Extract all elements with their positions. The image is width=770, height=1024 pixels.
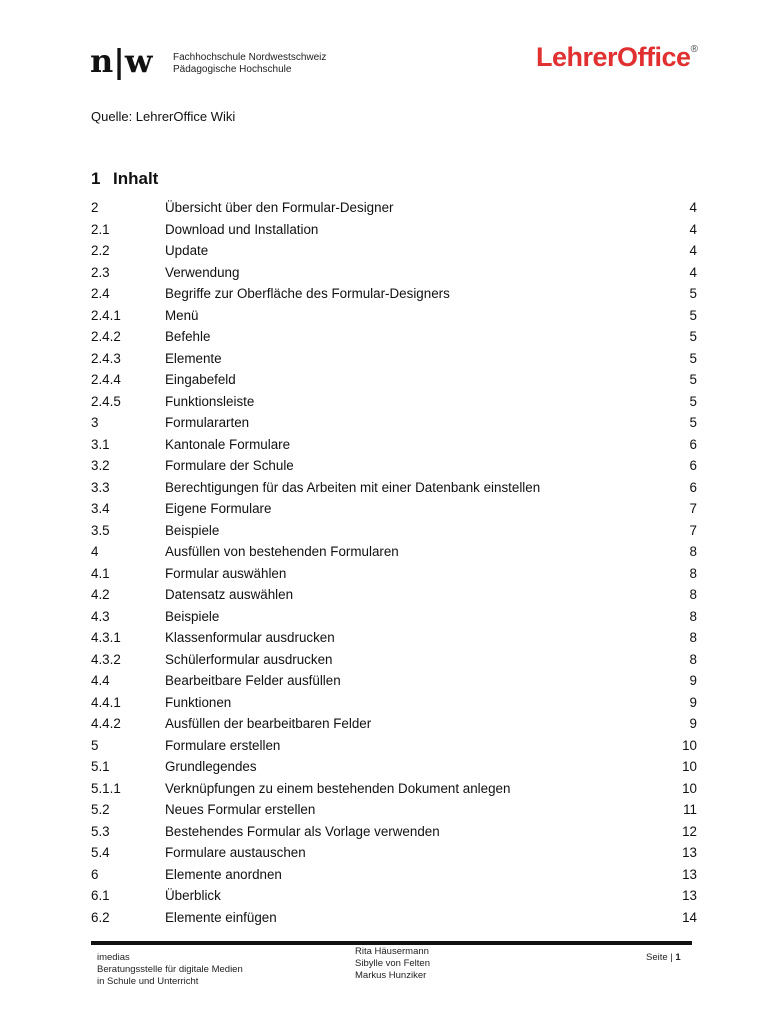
toc-entry[interactable] [91,541,697,563]
toc-entry-page: 10 [682,737,697,753]
toc-entry-title: Begriffe zur Oberfläche des Formular-Designers [165,286,450,301]
footer-page-number [646,952,681,964]
toc-entry-page: 8 [689,630,697,645]
institution-line-1: Fachhochschule Nordwestschweiz [173,52,327,63]
toc-entry[interactable] [91,627,697,649]
toc-entry-number: 2.3 [91,264,110,280]
toc-entry[interactable] [91,369,697,391]
toc-entry-page: 10 [682,759,697,774]
toc-entry-page: 6 [689,458,697,473]
toc-entry[interactable] [91,455,697,477]
lehreroffice-logo-text: LehrerOffice [536,42,691,72]
toc-entry-page: 8 [689,587,697,602]
toc-entry-title: Beispiele [165,522,220,538]
toc-entry-number: 5 [91,737,99,753]
toc-entry[interactable] [91,907,697,929]
page-header [0,0,770,100]
toc-entry-page: 13 [682,845,697,860]
footer-organization [97,952,243,988]
toc-entry-title: Klassenformular ausdrucken [165,630,335,645]
toc-entry-title: Bearbeitbare Felder ausfüllen [165,673,341,688]
toc-entry[interactable] [91,756,697,778]
toc-entry[interactable] [91,326,697,348]
toc-entry-title: Formulararten [165,415,250,430]
toc-entry-page: 7 [689,522,697,538]
toc-entry-page: 8 [689,608,697,624]
toc-entry-number: 6 [91,866,99,882]
toc-entry-title: Neues Formular erstellen [165,802,316,817]
footer-author: Sibylle von Felten [355,958,430,969]
toc-entry[interactable] [91,283,697,305]
toc-entry-page: 13 [682,866,697,882]
toc-entry-number: 4.4.1 [91,694,121,710]
toc-entry-number: 4 [91,544,99,559]
toc-heading-title: Inhalt [113,169,159,188]
toc-entry-number: 5.2 [91,802,110,817]
toc-entry-number: 4.2 [91,587,110,602]
toc-entry-title: Formulare der Schule [165,458,294,473]
toc-entry-page: 13 [682,888,697,903]
toc-entry-page: 6 [689,479,697,495]
footer-org-line: Beratungsstelle für digitale Medien [97,964,243,975]
toc-entry[interactable] [91,864,697,886]
toc-entry-number: 3.5 [91,522,110,538]
toc-entry-number: 2 [91,200,99,215]
toc-entry-page: 5 [689,415,697,430]
toc-entry[interactable] [91,735,697,757]
toc-entry-number: 6.2 [91,909,110,925]
toc-entry[interactable] [91,434,697,456]
toc-heading [91,169,158,189]
toc-entry-title: Schülerformular ausdrucken [165,651,333,667]
toc-entry-number: 2.4.4 [91,372,121,387]
toc-entry-title: Eingabefeld [165,372,236,387]
toc-entry-page: 6 [689,436,697,452]
toc-entry[interactable] [91,842,697,864]
toc-entry-page: 5 [689,329,697,344]
toc-entry-title: Formulare austauschen [165,845,306,860]
source-line: Quelle: LehrerOffice Wiki [91,109,236,124]
toc-entry[interactable] [91,563,697,585]
footer-org-line: in Schule und Unterricht [97,976,199,987]
toc-entry-page: 5 [689,350,697,366]
toc-entry-page: 5 [689,307,697,323]
toc-entry-number: 3.3 [91,479,110,495]
toc-entry-title: Menü [165,307,199,323]
toc-entry-number: 4.4.2 [91,716,121,731]
toc-entry-number: 2.4 [91,286,110,301]
toc-entry-number: 5.4 [91,845,110,860]
toc-entry[interactable] [91,670,697,692]
toc-entry-number: 3 [91,415,99,430]
toc-entry-title: Grundlegendes [165,759,257,774]
toc-entry-number: 2.4.1 [91,307,121,323]
toc-entry[interactable] [91,262,697,284]
toc-entry-title: Berechtigungen für das Arbeiten mit einer Datenbank einstellen [165,479,541,495]
toc-entry-number: 3.4 [91,501,110,516]
toc-entry-title: Bestehendes Formular als Vorlage verwenden [165,823,440,839]
toc-entry-number: 4.4 [91,673,110,688]
toc-entry-page: 4 [689,221,697,237]
toc-entry-title: Überblick [165,888,221,903]
toc-entry-title: Eigene Formulare [165,501,272,516]
toc-entry-number: 4.1 [91,565,110,581]
toc-entry-page: 8 [689,565,697,581]
toc-entry-page: 4 [689,200,697,215]
toc-entry[interactable] [91,412,697,434]
nw-logo-text: n|w [90,42,153,80]
toc-entry-page: 9 [689,716,697,731]
toc-entry-title: Update [165,243,209,258]
toc-entry-page: 7 [689,501,697,516]
toc-entry-title: Funktionen [165,694,232,710]
toc-entry[interactable] [91,498,697,520]
footer-org-line: imedias [97,952,130,963]
toc-entry[interactable] [91,606,697,628]
toc-entry-number: 5.3 [91,823,110,839]
page-number: 1 [675,952,681,963]
nw-logo [90,42,170,80]
toc-entry-title: Ausfüllen von bestehenden Formularen [165,544,399,559]
toc-entry-title: Verknüpfungen zu einem bestehenden Dokument anlegen [165,780,511,796]
toc-entry[interactable] [91,305,697,327]
toc-entry-title: Datensatz auswählen [165,587,294,602]
toc-entry-title: Funktionsleiste [165,393,255,409]
institution-name [173,52,326,76]
footer-author: Rita Häusermann [355,946,429,957]
toc-entry-page: 4 [689,243,697,258]
toc-entry[interactable] [91,240,697,262]
footer-divider [91,941,692,945]
toc-entry-number: 2.1 [91,221,110,237]
footer-author: Markus Hunziker [355,970,427,981]
toc-entry-number: 5.1.1 [91,780,121,796]
toc-entry[interactable] [91,778,697,800]
toc-entry-page: 5 [689,286,697,301]
toc-entry[interactable] [91,649,697,671]
toc-entry-title: Elemente einfügen [165,909,277,925]
toc-entry-page: 8 [689,544,697,559]
toc-entry-title: Beispiele [165,608,220,624]
toc-entry-page: 12 [682,823,697,839]
institution-line-2: Pädagogische Hochschule [173,64,292,75]
toc-entry-number: 2.4.2 [91,329,121,344]
toc-entry-number: 6.1 [91,888,110,903]
table-of-contents [91,197,697,928]
toc-entry-number: 2.4.5 [91,393,121,409]
toc-entry-number: 4.3.2 [91,651,121,667]
toc-entry[interactable] [91,799,697,821]
toc-entry[interactable] [91,219,697,241]
toc-entry-number: 3.2 [91,458,110,473]
toc-entry-page: 4 [689,264,697,280]
footer-authors [355,946,430,982]
toc-entry-page: 10 [682,780,697,796]
toc-entry-title: Elemente anordnen [165,866,282,882]
toc-entry[interactable] [91,197,697,219]
toc-entry[interactable] [91,348,697,370]
lehreroffice-logo [536,42,697,73]
toc-entry-title: Ausfüllen der bearbeitbaren Felder [165,716,372,731]
toc-entry-page: 9 [689,694,697,710]
registered-mark: ® [690,44,698,55]
toc-entry[interactable] [91,885,697,907]
page-label: Seite | [646,952,676,963]
toc-entry[interactable] [91,520,697,542]
toc-entry-number: 2.2 [91,243,110,258]
toc-entry-title: Formulare erstellen [165,737,281,753]
toc-entry-number: 3.1 [91,436,110,452]
toc-entry-page: 11 [683,802,697,817]
toc-entry-number: 5.1 [91,759,110,774]
toc-entry-page: 9 [689,673,697,688]
toc-entry-page: 8 [689,651,697,667]
toc-entry-title: Verwendung [165,264,240,280]
toc-entry-title: Übersicht über den Formular-Designer [165,200,394,215]
toc-entry-title: Formular auswählen [165,565,287,581]
toc-entry[interactable] [91,692,697,714]
toc-entry-title: Download und Installation [165,221,319,237]
toc-entry-number: 4.3.1 [91,630,121,645]
toc-entry-page: 5 [689,372,697,387]
toc-entry-title: Kantonale Formulare [165,436,291,452]
toc-entry-title: Elemente [165,350,222,366]
toc-entry-number: 4.3 [91,608,110,624]
toc-heading-number: 1 [91,169,101,188]
toc-entry-number: 2.4.3 [91,350,121,366]
toc-entry-title: Befehle [165,329,211,344]
toc-entry[interactable] [91,391,697,413]
toc-entry[interactable] [91,584,697,606]
toc-entry-page: 5 [689,393,697,409]
toc-entry[interactable] [91,821,697,843]
toc-entry[interactable] [91,477,697,499]
toc-entry[interactable] [91,713,697,735]
toc-entry-page: 14 [682,909,697,925]
